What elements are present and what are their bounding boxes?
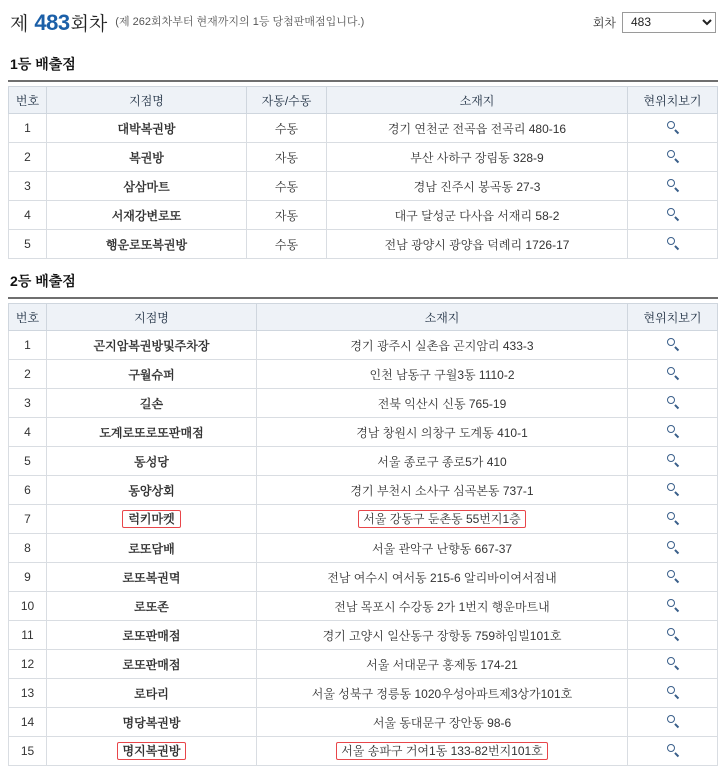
title-suffix: 회차 — [70, 13, 108, 35]
cell-address: 경기 광주시 실촌읍 곤지암리 433-3 — [257, 331, 628, 360]
highlight-box: 서울 강동구 둔촌동 55번지1층 — [358, 510, 526, 528]
first-prize-section — [8, 48, 718, 259]
table-row — [9, 621, 718, 650]
cell-location-button[interactable] — [628, 230, 718, 259]
cell-store-name: 동양상회 — [47, 476, 257, 505]
cell-address: 경기 고양시 일산동구 장항동 759하임빌101호 — [257, 621, 628, 650]
table-row — [9, 650, 718, 679]
cell-no: 2 — [9, 360, 47, 389]
cell-store-name: 대박복권방 — [47, 114, 247, 143]
cell-no: 7 — [9, 505, 47, 534]
cell-selection-type: 수동 — [247, 230, 327, 259]
cell-store-name: 삼삼마트 — [47, 172, 247, 201]
column-header-type: 자동/수동 — [247, 87, 327, 114]
cell-location-button[interactable] — [628, 679, 718, 708]
cell-location-button[interactable] — [628, 172, 718, 201]
highlight-box: 럭키마켓 — [122, 510, 180, 528]
cell-location-button[interactable] — [628, 331, 718, 360]
cell-address — [257, 505, 628, 534]
table-row — [9, 172, 718, 201]
cell-no: 6 — [9, 476, 47, 505]
cell-selection-type: 수동 — [247, 114, 327, 143]
cell-store-name: 로또복권멱 — [47, 563, 257, 592]
cell-address: 서울 관악구 난향동 667-37 — [257, 534, 628, 563]
cell-location-button[interactable] — [628, 737, 718, 766]
cell-no: 3 — [9, 172, 47, 201]
cell-no: 9 — [9, 563, 47, 592]
table-header-row — [9, 304, 718, 331]
cell-location-button[interactable] — [628, 592, 718, 621]
title-prefix: 제 — [10, 13, 29, 35]
cell-store-name: 로또담배 — [47, 534, 257, 563]
search-icon[interactable] — [666, 569, 680, 583]
cell-address: 서울 서대문구 홍제동 174-21 — [257, 650, 628, 679]
cell-location-button[interactable] — [628, 360, 718, 389]
cell-store-name: 행운로또복권방 — [47, 230, 247, 259]
search-icon[interactable] — [666, 120, 680, 134]
table-row — [9, 737, 718, 766]
cell-no: 15 — [9, 737, 47, 766]
search-icon[interactable] — [666, 366, 680, 380]
cell-no: 8 — [9, 534, 47, 563]
table-row — [9, 143, 718, 172]
table-row — [9, 505, 718, 534]
highlight-box: 명지복권방 — [117, 742, 187, 760]
cell-store-name: 로또존 — [47, 592, 257, 621]
table-row — [9, 114, 718, 143]
cell-address: 경남 진주시 봉곡동 27-3 — [327, 172, 628, 201]
table-row — [9, 389, 718, 418]
cell-no: 11 — [9, 621, 47, 650]
cell-no: 4 — [9, 418, 47, 447]
cell-location-button[interactable] — [628, 534, 718, 563]
cell-address: 부산 사하구 장림동 328-9 — [327, 143, 628, 172]
search-icon[interactable] — [666, 395, 680, 409]
table-row — [9, 563, 718, 592]
cell-no: 1 — [9, 331, 47, 360]
cell-no: 2 — [9, 143, 47, 172]
round-selector — [593, 12, 716, 33]
search-icon[interactable] — [666, 337, 680, 351]
cell-address: 경기 연천군 전곡읍 전곡리 480-16 — [327, 114, 628, 143]
cell-location-button[interactable] — [628, 650, 718, 679]
round-select-label: 회차 — [592, 15, 616, 30]
cell-store-name: 명당복권방 — [47, 708, 257, 737]
cell-address: 전남 광양시 광양읍 덕례리 1726-17 — [327, 230, 628, 259]
cell-location-button[interactable] — [628, 447, 718, 476]
page-header — [0, 0, 726, 42]
cell-selection-type: 자동 — [247, 143, 327, 172]
cell-address: 서울 성북구 정릉동 1020우성아파트제3상가101호 — [257, 679, 628, 708]
title-round-number: 483 — [34, 9, 70, 35]
cell-store-name: 로또판매점 — [47, 650, 257, 679]
cell-store-name: 구월슈퍼 — [47, 360, 257, 389]
cell-no: 14 — [9, 708, 47, 737]
search-icon[interactable] — [666, 714, 680, 728]
column-header-no: 번호 — [9, 87, 47, 114]
table-row — [9, 708, 718, 737]
cell-no: 4 — [9, 201, 47, 230]
cell-address: 경남 창원시 의창구 도계동 410-1 — [257, 418, 628, 447]
column-header-location: 현위치보기 — [628, 304, 718, 331]
cell-store-name: 복권방 — [47, 143, 247, 172]
search-icon[interactable] — [666, 236, 680, 250]
first-prize-table — [8, 86, 718, 259]
cell-address: 서울 동대문구 장안동 98-6 — [257, 708, 628, 737]
cell-no: 5 — [9, 447, 47, 476]
cell-location-button[interactable] — [628, 143, 718, 172]
cell-no: 13 — [9, 679, 47, 708]
cell-address: 경기 부천시 소사구 심곡본동 737-1 — [257, 476, 628, 505]
cell-location-button[interactable] — [628, 476, 718, 505]
cell-no: 1 — [9, 114, 47, 143]
cell-store-name: 서재강변로또 — [47, 201, 247, 230]
cell-location-button[interactable] — [628, 418, 718, 447]
search-icon[interactable] — [666, 207, 680, 221]
table-row — [9, 679, 718, 708]
cell-store-name — [47, 737, 257, 766]
cell-address: 전남 여수시 여서동 215-6 알리바이여서점내 — [257, 563, 628, 592]
table-row — [9, 534, 718, 563]
search-icon[interactable] — [666, 598, 680, 612]
second-prize-title: 2등 배출점 — [8, 265, 718, 299]
page-title — [10, 9, 107, 36]
table-row — [9, 331, 718, 360]
search-icon[interactable] — [666, 482, 680, 496]
search-icon[interactable] — [666, 149, 680, 163]
cell-no: 5 — [9, 230, 47, 259]
cell-no: 10 — [9, 592, 47, 621]
search-icon[interactable] — [666, 453, 680, 467]
cell-store-name: 도계로또로또판매점 — [47, 418, 257, 447]
second-prize-section — [8, 265, 718, 766]
cell-store-name: 로또판매점 — [47, 621, 257, 650]
round-select[interactable] — [622, 12, 716, 33]
search-icon[interactable] — [666, 685, 680, 699]
cell-address: 전북 익산시 신동 765-19 — [257, 389, 628, 418]
cell-selection-type: 수동 — [247, 172, 327, 201]
search-icon[interactable] — [666, 656, 680, 670]
search-icon[interactable] — [666, 178, 680, 192]
first-prize-title: 1등 배출점 — [8, 48, 718, 82]
column-header-location: 현위치보기 — [628, 87, 718, 114]
cell-address — [257, 737, 628, 766]
cell-location-button[interactable] — [628, 114, 718, 143]
cell-selection-type: 자동 — [247, 201, 327, 230]
cell-no: 12 — [9, 650, 47, 679]
cell-store-name: 동성당 — [47, 447, 257, 476]
column-header-address: 소재지 — [257, 304, 628, 331]
cell-location-button[interactable] — [628, 563, 718, 592]
table-row — [9, 418, 718, 447]
table-row — [9, 230, 718, 259]
column-header-no: 번호 — [9, 304, 47, 331]
cell-address: 서울 종로구 종로5가 410 — [257, 447, 628, 476]
table-row — [9, 360, 718, 389]
cell-location-button[interactable] — [628, 505, 718, 534]
table-row — [9, 592, 718, 621]
table-row — [9, 447, 718, 476]
cell-store-name: 길손 — [47, 389, 257, 418]
cell-address: 대구 달성군 다사읍 서재리 58-2 — [327, 201, 628, 230]
cell-store-name — [47, 505, 257, 534]
cell-location-button[interactable] — [628, 389, 718, 418]
search-icon[interactable] — [666, 540, 680, 554]
table-header-row — [9, 87, 718, 114]
search-icon[interactable] — [666, 424, 680, 438]
cell-location-button[interactable] — [628, 708, 718, 737]
highlight-box: 서울 송파구 거여1동 133-82번지101호 — [336, 742, 548, 760]
cell-store-name: 곤지암복권방및주차장 — [47, 331, 257, 360]
search-icon[interactable] — [666, 627, 680, 641]
cell-location-button[interactable] — [628, 621, 718, 650]
table-row — [9, 476, 718, 505]
cell-address: 인천 남동구 구월3동 1110-2 — [257, 360, 628, 389]
search-icon[interactable] — [666, 511, 680, 525]
cell-location-button[interactable] — [628, 201, 718, 230]
table-row — [9, 201, 718, 230]
cell-no: 3 — [9, 389, 47, 418]
header-note: (제 262회차부터 현재까지의 1등 당첨판매점입니다.) — [115, 16, 365, 28]
second-prize-table — [8, 303, 718, 766]
column-header-name: 지점명 — [47, 87, 247, 114]
column-header-name: 지점명 — [47, 304, 257, 331]
column-header-address: 소재지 — [327, 87, 628, 114]
search-icon[interactable] — [666, 743, 680, 757]
cell-store-name: 로타리 — [47, 679, 257, 708]
cell-address: 전남 목포시 수강동 2가 1번지 행운마트내 — [257, 592, 628, 621]
